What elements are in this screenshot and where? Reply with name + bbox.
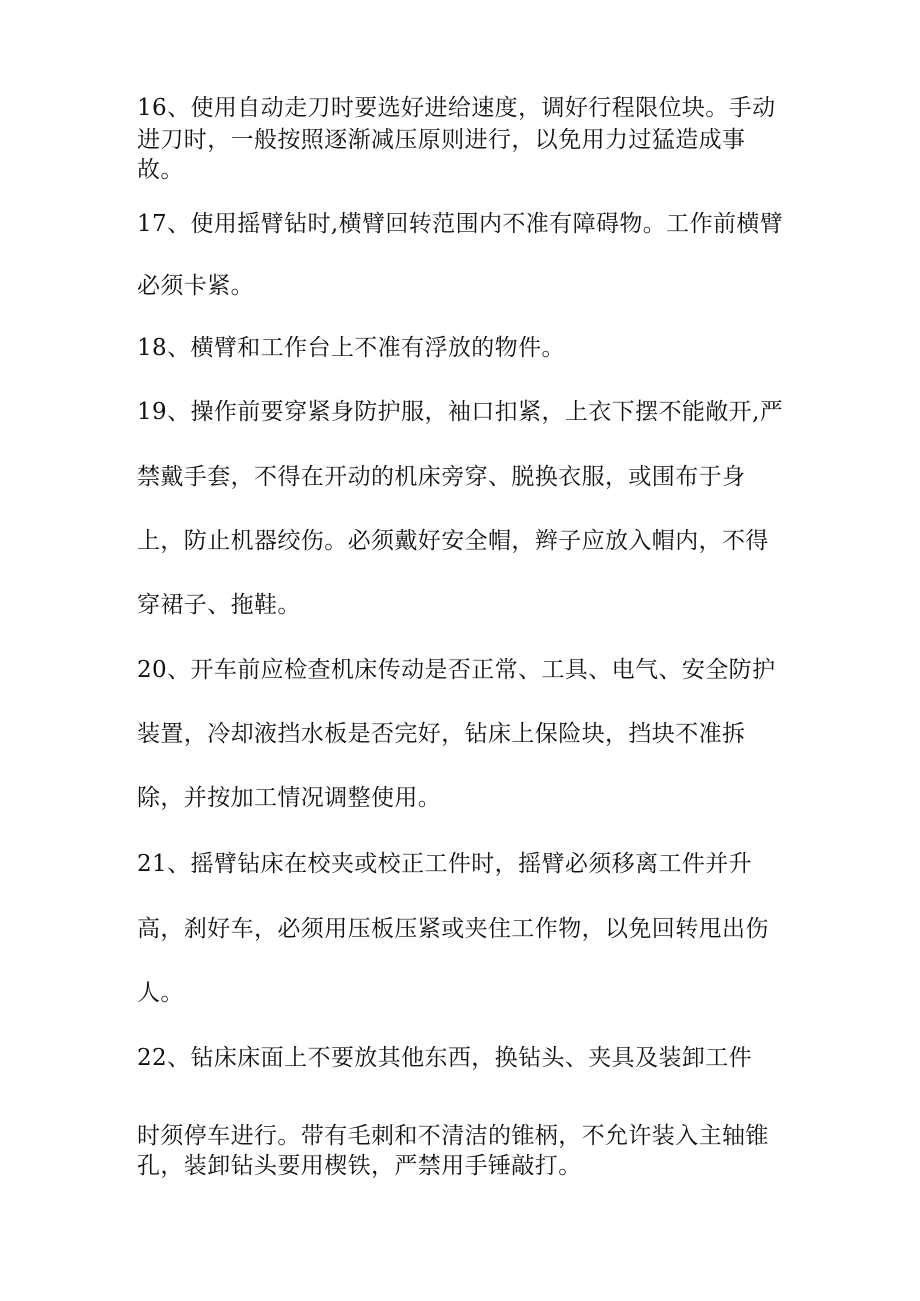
rule-21-line-2: 高，刹好车，必须用压板压紧或夹住工作物，以免回转甩出伤: [137, 916, 769, 942]
rule-16-line-2: 进刀时，一般按照逐渐减压原则进行，以免用力过猛造成事: [137, 127, 746, 153]
rule-20-line-2: 装置，冷却液挡水板是否完好，钻床上保险块，挡块不准拆: [137, 721, 746, 747]
rule-22-line-1: 22、钻床床面上不要放其他东西，换钻头、夹具及装卸工件: [137, 1045, 753, 1071]
rule-21-line-3: 人。: [137, 980, 184, 1006]
rule-17-line-2: 必须卡紧。: [137, 273, 254, 299]
rule-19-line-1: 19、操作前要穿紧身防护服，袖口扣紧，上衣下摆不能敞开,严: [137, 399, 784, 425]
rule-21-line-1: 21、摇臂钻床在校夹或校正工件时，摇臂必须移离工件并升: [137, 851, 753, 877]
rule-19-line-4: 穿裙子、拖鞋。: [137, 592, 301, 618]
rule-17-line-1: 17、使用摇臂钻时,横臂回转范围内不准有障碍物。工作前横臂: [137, 211, 784, 237]
rule-20-line-3: 除，并按加工情况调整使用。: [137, 785, 442, 811]
rule-20-line-1: 20、开车前应检查机床传动是否正常、工具、电气、安全防护: [137, 657, 776, 683]
rule-19-line-2: 禁戴手套，不得在开动的机床旁穿、脱换衣服，或围布于身: [137, 464, 746, 490]
rule-16-line-3: 故。: [137, 157, 184, 183]
rule-16-line-1: 16、使用自动走刀时要选好进给速度，调好行程限位块。手动: [137, 95, 776, 121]
rule-18-line-1: 18、横臂和工作台上不准有浮放的物件。: [137, 335, 565, 361]
rule-22-line-2: 时须停车进行。带有毛刺和不清洁的锥柄，不允许装入主轴锥: [137, 1123, 769, 1149]
rule-22-line-3: 孔，装卸钻头要用楔铁，严禁用手锤敲打。: [137, 1153, 582, 1179]
rule-19-line-3: 上，防止机器绞伤。必须戴好安全帽，辫子应放入帽内，不得: [137, 528, 769, 554]
